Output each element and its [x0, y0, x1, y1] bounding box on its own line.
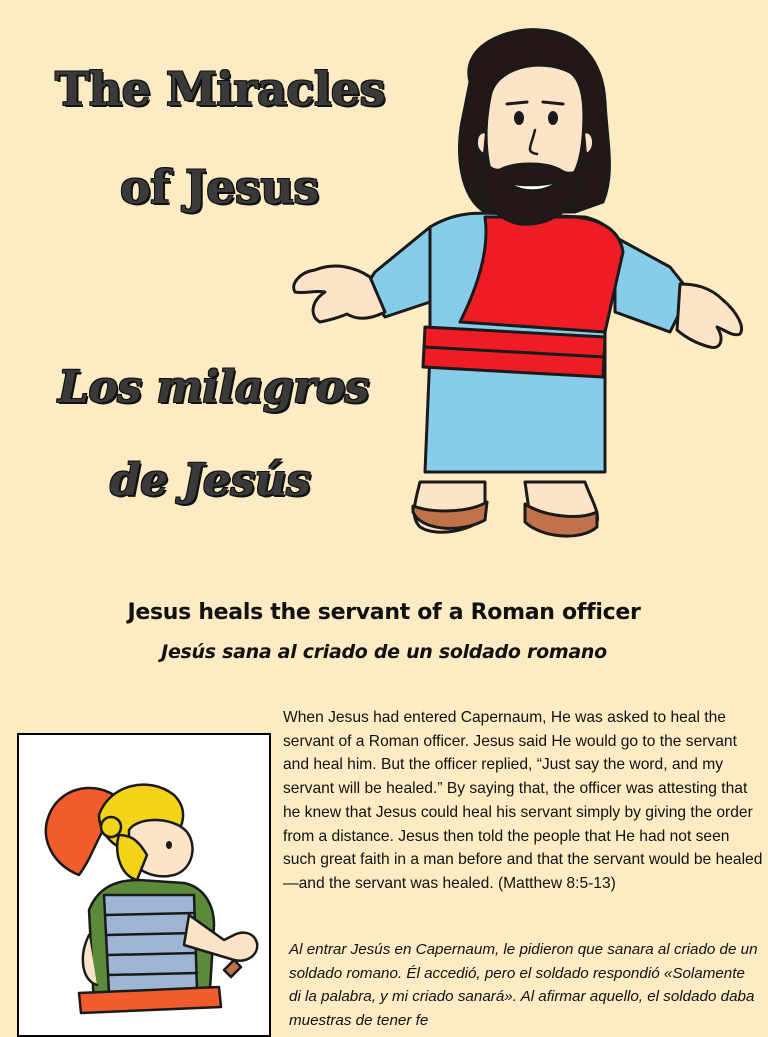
left-eye	[514, 111, 524, 125]
right-eye	[548, 111, 558, 125]
roman-soldier-illustration	[19, 735, 269, 1035]
title-es-line1: Los milagros	[58, 362, 369, 413]
story-subtitle: Jesús sana al criado de un soldado romano	[161, 641, 607, 663]
soldier-belt	[79, 987, 221, 1013]
title-es-line2: de Jesús	[110, 455, 311, 506]
sword-handle	[224, 960, 241, 977]
title-en-line1: The Miracles	[55, 62, 386, 116]
title-en-line2: of Jesus	[120, 160, 319, 214]
soldier-picture-frame	[17, 733, 271, 1037]
left-hand	[294, 266, 385, 322]
story-body-en: When Jesus had entered Capernaum, He was asked to heal the servant of a Roman officer. Jesus said He would go to the servant and heal him. But the officer replied, “Just say the word, and my servant will be healed.” By saying that, the officer was attesting that he knew that Jesus could heal his servant simply by giving the order from a distance. Jesus then told the people that He had not seen such great faith in a man before and that the servant would be healed—and the servant was healed. (Matthew 8:5-13)	[283, 709, 763, 892]
story-title: Jesus heals the servant of a Roman officer	[127, 600, 641, 625]
story-body-es: Al entrar Jesús en Capernaum, le pidieron que sanara al criado de un soldado romano. Él accedió, pero el soldado respondió «Solamente di la palabra, y mi criado sanará». Al afirmar aquello, el soldado daba muestras de tener fe	[289, 941, 758, 1029]
right-hand	[677, 284, 741, 348]
jesus-illustration	[285, 22, 747, 552]
